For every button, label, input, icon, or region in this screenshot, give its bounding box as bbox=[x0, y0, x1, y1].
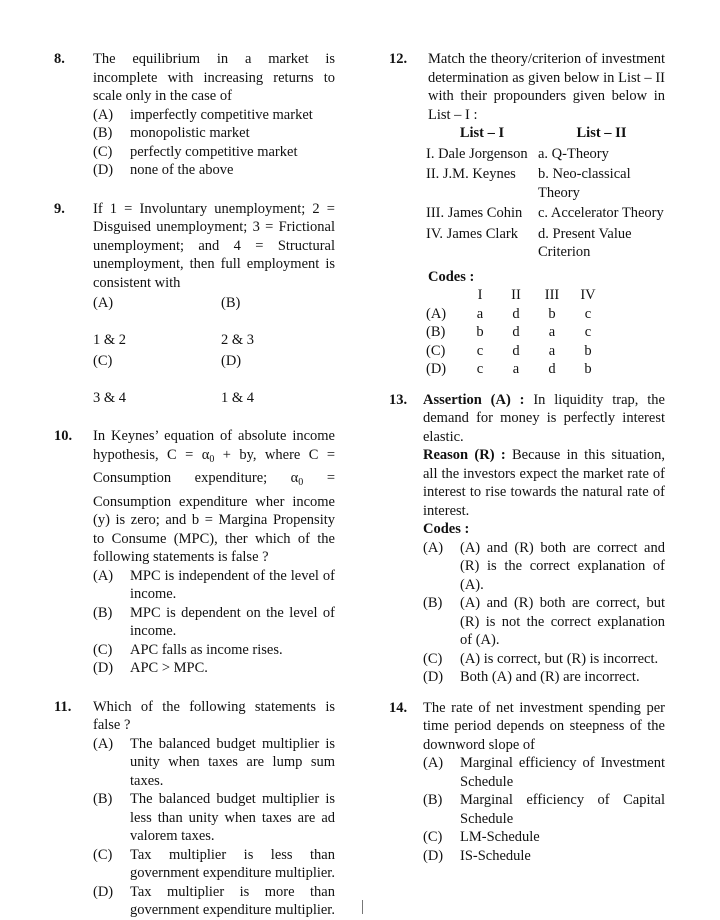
option-text: 2 & 3 bbox=[221, 332, 255, 348]
option-text: 1 & 2 bbox=[93, 332, 127, 348]
option-text: Both (A) and (R) are incorrect. bbox=[460, 669, 640, 685]
question-number: 9. bbox=[54, 200, 65, 217]
option-a[interactable] bbox=[93, 106, 335, 125]
code-cell: b bbox=[584, 361, 592, 377]
option-label: (B) bbox=[423, 792, 443, 808]
option-label: (A) bbox=[93, 295, 114, 311]
option-label: (B) bbox=[93, 791, 113, 807]
option-a[interactable] bbox=[93, 735, 335, 791]
assertion-text: In liquidity trap, the demand for money is perfectly interest elastic. bbox=[423, 391, 665, 445]
option-text: MPC is independent of the level of income. bbox=[130, 567, 335, 602]
question-number: 10. bbox=[54, 428, 73, 444]
list-2-item: b. Neo-classical Theory bbox=[538, 166, 631, 201]
right-column bbox=[385, 50, 665, 865]
option-b[interactable] bbox=[93, 124, 335, 143]
option-d[interactable] bbox=[93, 883, 335, 920]
option-label: (B) bbox=[423, 595, 443, 611]
code-cell: a bbox=[512, 361, 520, 377]
option-label: (D) bbox=[423, 847, 444, 864]
assertion-label: Assertion (A) : bbox=[423, 391, 525, 408]
question-8 bbox=[50, 50, 335, 180]
option-a[interactable] bbox=[423, 754, 665, 791]
question-12 bbox=[385, 50, 665, 379]
code-cell: c bbox=[476, 342, 484, 359]
question-stem: Which of the following statements is false ? bbox=[93, 698, 335, 733]
code-cell: b bbox=[584, 342, 592, 359]
option-label: (D) bbox=[423, 669, 444, 685]
list-1-heading: List – I bbox=[459, 125, 505, 141]
list-2-heading: List – II bbox=[576, 125, 627, 141]
option-text: Tax multiplier is less than government expenditure multiplier. bbox=[130, 846, 335, 881]
code-header: III bbox=[544, 287, 560, 303]
option-label: (C) bbox=[423, 829, 443, 845]
question-10 bbox=[50, 427, 335, 678]
option-text: Tax multiplier is more than government expenditure multiplier. bbox=[130, 883, 335, 918]
option-text: LM-Schedule bbox=[460, 829, 540, 845]
option-text: none of the above bbox=[130, 162, 234, 178]
question-number: 11. bbox=[54, 698, 72, 715]
reason-text: Because in this situation, all the investors expect the market rate of interest to rise towards the natural rate of interest. bbox=[423, 447, 665, 519]
option-d[interactable] bbox=[221, 352, 349, 408]
question-13 bbox=[385, 391, 665, 687]
question-stem bbox=[93, 427, 335, 567]
option-label: (C) bbox=[93, 143, 113, 160]
option-label: (D) bbox=[426, 361, 447, 377]
code-row-b[interactable] bbox=[426, 323, 606, 342]
option-label: (B) bbox=[221, 295, 241, 311]
option-label: (D) bbox=[93, 883, 114, 900]
option-label: (B) bbox=[93, 604, 113, 621]
code-row-a[interactable] bbox=[426, 305, 606, 324]
codes-header-row bbox=[426, 286, 606, 305]
code-cell: c bbox=[584, 324, 592, 340]
code-cell: d bbox=[512, 342, 520, 359]
option-text: Marginal efficiency of Capital Schedule bbox=[460, 792, 665, 827]
code-cell: d bbox=[512, 305, 520, 322]
question-11 bbox=[50, 698, 335, 920]
stem-text: In Keynes’ equation of absolute income hypothesis, C = α bbox=[93, 428, 335, 463]
left-column bbox=[50, 50, 335, 920]
option-c[interactable] bbox=[93, 846, 335, 883]
option-b[interactable] bbox=[93, 604, 335, 641]
option-d[interactable] bbox=[93, 659, 335, 678]
option-b[interactable] bbox=[423, 594, 665, 650]
code-cell: a bbox=[548, 342, 556, 359]
option-c[interactable] bbox=[93, 641, 335, 660]
option-text: 1 & 4 bbox=[221, 389, 255, 406]
list-2-item: c. Accelerator Theory bbox=[538, 205, 664, 221]
question-stem: Match the theory/criterion of investment determination as given below in List – II with their propounders given below in List – I : bbox=[428, 51, 665, 123]
option-label: (C) bbox=[423, 650, 443, 667]
code-cell: b bbox=[548, 305, 556, 322]
code-cell: d bbox=[512, 324, 520, 340]
question-stem: If 1 = Involuntary unemployment; 2 = Disguised unemployment; 3 = Frictional unemployment; and 4 = Structural unemployment, then full employment is consistent with bbox=[93, 200, 335, 291]
option-label: (D) bbox=[93, 162, 114, 178]
question-stem: The rate of net investment spending per time period depends on steepness of the downword slope of bbox=[423, 699, 665, 753]
question-stem: The equilibrium in a market is incomplete with increasing returns to scale only in the case of bbox=[93, 51, 335, 104]
code-cell: d bbox=[548, 361, 556, 377]
option-b[interactable] bbox=[221, 294, 349, 350]
code-cell: a bbox=[548, 324, 556, 340]
option-text: monopolistic market bbox=[130, 125, 250, 141]
option-label: (C) bbox=[93, 352, 113, 369]
option-text: The balanced budget multiplier is less than unity when taxes are ad valorem taxes. bbox=[130, 791, 335, 844]
option-a[interactable] bbox=[423, 539, 665, 595]
option-text: APC > MPC. bbox=[130, 660, 208, 676]
option-text: IS-Schedule bbox=[460, 847, 531, 864]
option-label: (A) bbox=[423, 755, 444, 771]
list-2-item: a. Q-Theory bbox=[538, 145, 609, 162]
question-number: 8. bbox=[54, 51, 65, 67]
list-1-item: IV. James Clark bbox=[426, 225, 518, 242]
option-label: (D) bbox=[93, 660, 114, 676]
option-label: (A) bbox=[93, 106, 114, 123]
option-label: (A) bbox=[93, 735, 114, 752]
code-cell: b bbox=[476, 324, 484, 340]
option-text: perfectly competitive market bbox=[130, 143, 298, 160]
codes-label: Codes : bbox=[423, 521, 470, 537]
subscript: 0 bbox=[298, 477, 304, 488]
code-cell: a bbox=[476, 305, 484, 322]
page-divider-mark bbox=[362, 900, 363, 914]
question-9 bbox=[50, 200, 335, 408]
option-label: (C) bbox=[426, 342, 446, 359]
option-text: The balanced budget multiplier is unity when taxes are lump sum taxes. bbox=[130, 735, 335, 789]
question-number: 12. bbox=[389, 51, 408, 67]
list-1-item: II. J.M. Keynes bbox=[426, 166, 516, 182]
option-text: (A) and (R) both are correct, but (R) is not the correct explanation of (A). bbox=[460, 595, 665, 648]
subscript: 0 bbox=[209, 453, 215, 465]
option-label: (C) bbox=[93, 641, 113, 658]
code-cell: c bbox=[584, 305, 592, 322]
option-label: (B) bbox=[93, 125, 113, 141]
list-1-item: I. Dale Jorgenson bbox=[426, 145, 528, 162]
code-header: II bbox=[511, 287, 521, 303]
option-grid bbox=[93, 294, 335, 407]
option-label: (A) bbox=[93, 567, 114, 584]
reason-label: Reason (R) : bbox=[423, 447, 506, 463]
option-label: (C) bbox=[93, 846, 113, 863]
option-label: (A) bbox=[426, 305, 447, 322]
option-text: 3 & 4 bbox=[93, 389, 127, 406]
option-text: imperfectly competitive market bbox=[130, 106, 313, 123]
code-header: IV bbox=[580, 287, 596, 303]
codes-table bbox=[426, 286, 606, 379]
question-number: 14. bbox=[389, 699, 408, 716]
option-c[interactable] bbox=[93, 352, 221, 408]
codes-label: Codes : bbox=[428, 268, 475, 285]
option-text: APC falls as income rises. bbox=[130, 641, 283, 658]
code-cell: c bbox=[476, 361, 484, 377]
option-text: (A) is correct, but (R) is incorrect. bbox=[460, 650, 659, 667]
option-a[interactable] bbox=[93, 567, 335, 604]
match-lists bbox=[426, 124, 665, 262]
option-b[interactable] bbox=[423, 791, 665, 828]
option-d[interactable] bbox=[423, 847, 665, 866]
option-text: MPC is dependent on the level of income. bbox=[130, 604, 335, 639]
list-2-item: d. Present Value Criterion bbox=[538, 225, 632, 260]
question-number: 13. bbox=[389, 391, 408, 408]
option-text: (A) and (R) both are correct and (R) is the correct explanation of (A). bbox=[460, 539, 665, 593]
option-b[interactable] bbox=[93, 790, 335, 846]
option-c[interactable] bbox=[93, 143, 335, 162]
reason bbox=[423, 446, 665, 520]
option-c[interactable] bbox=[423, 828, 665, 847]
option-label: (A) bbox=[423, 539, 444, 556]
code-row-d[interactable] bbox=[426, 360, 606, 379]
code-header: I bbox=[477, 287, 483, 303]
option-label: (B) bbox=[426, 324, 446, 340]
option-c[interactable] bbox=[423, 650, 665, 669]
option-a[interactable] bbox=[93, 294, 221, 350]
option-label: (D) bbox=[221, 352, 242, 369]
question-14 bbox=[385, 699, 665, 866]
option-text: Marginal efficiency of Investment Schedule bbox=[460, 755, 665, 790]
list-1-item: III. James Cohin bbox=[426, 205, 523, 221]
option-d[interactable] bbox=[423, 668, 665, 687]
assertion bbox=[423, 391, 665, 447]
stem-text: = Consumption expenditure wher income (y) is zero; and b = Margina Propensity to Consume (MPC), ther which of the following statements is false ? bbox=[93, 470, 335, 565]
stem-text: + by, where C = Consumption expenditure; α bbox=[93, 446, 335, 486]
option-d[interactable] bbox=[93, 161, 335, 180]
code-row-c[interactable] bbox=[426, 342, 606, 361]
